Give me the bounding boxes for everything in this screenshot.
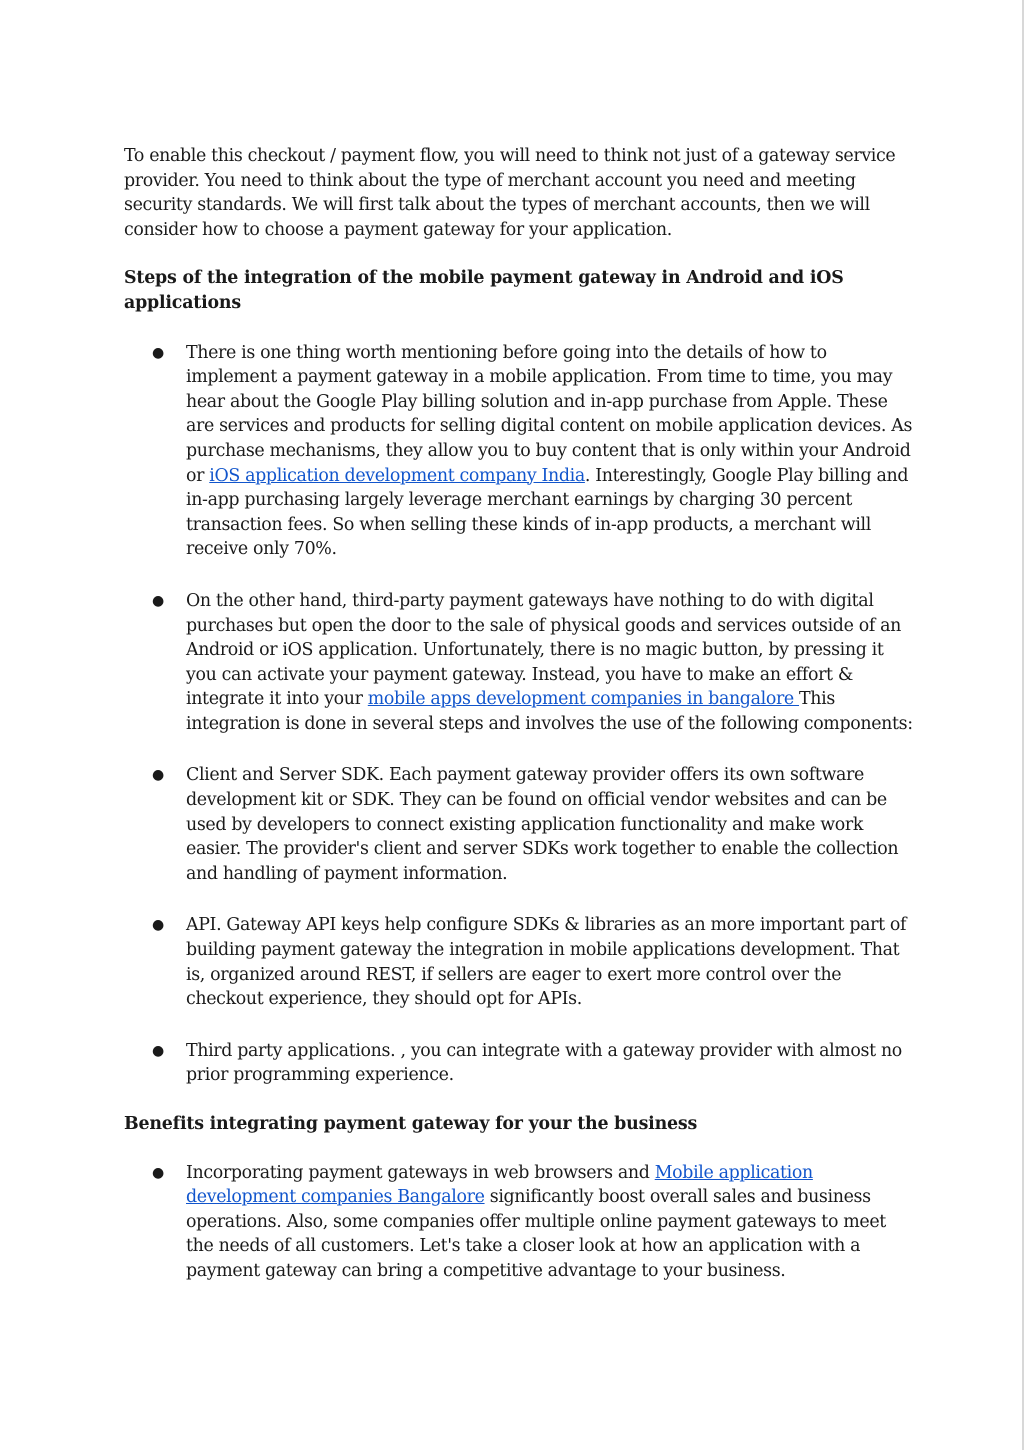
bullet-icon: ● xyxy=(152,592,164,609)
mobile-apps-companies-bangalore-link[interactable]: mobile apps development companies in bangalore xyxy=(367,689,800,710)
list-item xyxy=(124,589,914,737)
bullet-icon: ● xyxy=(152,1042,164,1059)
bullet-icon: ● xyxy=(152,767,164,784)
list-item xyxy=(124,763,914,886)
list-item xyxy=(124,341,914,562)
list-item-text: API. Gateway API keys help configure SDKs & libraries as an more important part of building payment gateway the integration in mobile applications development. That is, organized around REST, if sellers are eager to exert more control over the checkout experience, they should opt for APIs. xyxy=(186,915,907,1010)
section-heading-integration-steps: Steps of the integration of the mobile payment gateway in Android and iOS applications xyxy=(124,268,844,313)
list-item xyxy=(124,913,914,1011)
list-item-text: Third party applications. , you can integrate with a gateway provider with almost no prior programming experience. xyxy=(186,1040,902,1086)
bullet-icon: ● xyxy=(152,344,164,361)
integration-steps-list xyxy=(124,341,914,1088)
list-item xyxy=(124,1161,914,1284)
list-item xyxy=(124,1039,914,1088)
list-item-text: Incorporating payment gateways in web browsers and xyxy=(186,1162,655,1183)
list-item-text: significantly boost overall sales and business operations. Also, some companies offer multiple online payment gateways to meet the needs of all customers. Let's take a closer look at how an application with a payment gateway can bring a competitive advantage to your business. xyxy=(186,1187,886,1281)
list-item-text: Client and Server SDK. Each payment gateway provider offers its own software development kit or SDK. They can be found on official vendor websites and can be used by developers to connect existing application functionality and make work easier. The provider's client and server SDKs work together to enable the collection and handling of payment information. xyxy=(186,765,899,884)
bullet-icon: ● xyxy=(152,1164,164,1181)
document-body xyxy=(124,144,914,1311)
ios-development-company-link[interactable]: iOS application development company India xyxy=(209,465,585,486)
benefits-list xyxy=(124,1161,914,1284)
intro-paragraph: To enable this checkout / payment flow, you will need to think not just of a gateway service provider. You need to think about the type of merchant account you need and meeting security standards. We will first talk about the types of merchant accounts, then we will consider how to choose a payment gateway for your application. xyxy=(124,146,896,240)
list-item-text: . Interestingly, Google Play billing and in-app purchasing largely leverage merchant earnings by charging 30 percent transaction fees. So when selling these kinds of in-app products, a merchant will receive only 70%. xyxy=(186,465,909,560)
mobile-application-companies-bangalore-link[interactable]: Mobile application development companies Bangalore xyxy=(186,1162,813,1208)
list-item-text: This integration is done in several steps and involves the use of the following components: xyxy=(186,689,913,734)
section-heading-benefits: Benefits integrating payment gateway for your the business xyxy=(124,1114,698,1134)
list-item-text: There is one thing worth mentioning before going into the details of how to implement a payment gateway in a mobile application. From time to time, you may hear about the Google Play billing solution and in-app purchase from Apple. These are services and products for selling digital content on mobile application devices. As purchase mechanisms, they allow you to buy content that is only within your Android or xyxy=(186,342,913,486)
list-item-text: On the other hand, third-party payment gateways have nothing to do with digital purchases but open the door to the sale of physical goods and services outside of an Android or iOS application. Unfortunately, there is no magic button, by pressing it you can activate your payment gateway. Instead, you have to make an effort & integrate it into your xyxy=(186,590,901,710)
bullet-icon: ● xyxy=(152,917,164,934)
